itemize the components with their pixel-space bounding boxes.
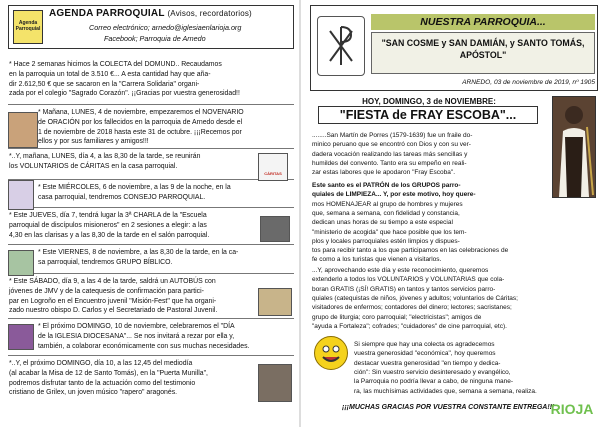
agenda-separator [8, 104, 294, 105]
talk-image [260, 216, 290, 242]
caritas-logo [258, 153, 288, 181]
right-paragraph-line: "ministerio de acogida" que hace posible que los tem- [312, 228, 467, 236]
agenda-item-line: zada por el colegio "Sagrado Corazón". ¡¡Gracias por vuestra generosidad!! [9, 90, 240, 98]
agenda-item-line: * Este JUEVES, día 7, tendrá lugar la 3ª CHARLA de la "Escuela [9, 212, 207, 219]
agenda-item-line: 1 de noviembre de 2018 hasta este 31 de octubre. ¡¡¡Recemos por [38, 128, 242, 136]
agenda-item-line: *..Y, mañana, LUNES, día 4, a las 8,30 de la tarde, se reunirán [9, 153, 201, 160]
parish-banner: NUESTRA PARROQUIA... [371, 14, 595, 30]
agenda-separator [8, 318, 294, 319]
agenda-title-sub: (Avisos, recordatorios) [167, 9, 252, 18]
caritas-label: CÁRITAS [264, 171, 282, 176]
right-paragraph-line: boran GRATIS (¡SÍ! GRATIS) en tantos y tantos servicios parro- [312, 285, 496, 293]
rioja-mascot: RIOJA [550, 401, 594, 417]
agenda-separator [8, 355, 294, 356]
chi-rho-symbol [318, 17, 364, 75]
agenda-item-line: * Este MIÉRCOLES, 6 de noviembre, a las 9 de la noche, en la [38, 184, 231, 191]
right-paragraph-line: destacar vuestra generosidad "en tiempo y dedica- [354, 359, 501, 367]
agenda-item-line: ellos y por sus familiares y amigos!!! [38, 138, 149, 146]
agenda-item-line: dir 2.612,50 € que se sacaron en la "Carrera Solidaria" organi- [9, 80, 200, 88]
feast-title: "FIESTA de FRAY ESCOBA"... [318, 106, 538, 124]
agenda-item-line: jóvenes de JMV y de la catequesis de confirmación para partici- [9, 287, 204, 295]
right-paragraph-line: grupo de liturgia; coro parroquial; "electricistas"; amigos de [312, 313, 482, 321]
right-paragraph-line: vuestra generosidad "económica", hoy queremos [354, 350, 496, 358]
agenda-item-line: los VOLUNTARIOS de CÁRITAS en la casa parroquial. [9, 162, 178, 170]
agenda-item-line: 4,30 en las clarisas y a las 8,30 de la tarde en el salón parroquial. [9, 231, 210, 239]
agenda-item-line: (al acabar la Misa de 12 de Santo Tomás), en la "Puerta Munilla", [9, 369, 208, 377]
agenda-item-line: *..Y, el próximo DOMINGO, día 10, a las 12,45 del mediodía [9, 360, 193, 367]
agenda-item-line: * Este SÁBADO, día 9, a las 4 de la tarde, saldrá un AUTOBÚS con [9, 278, 216, 285]
right-paragraph-line: Si siempre que hay una colecta os agradecemos [354, 341, 495, 348]
right-paragraph-line: tos para recibir tanto a los que participamos en las celebraciones de [312, 247, 509, 255]
smiley-icon [314, 336, 348, 370]
agenda-item-line: en la parroquia un total de 3.510 €... A esta cantidad hay que aña- [9, 70, 211, 78]
right-paragraph-line: que, semana a semana, con fidelidad y constancia, [312, 209, 460, 217]
agenda-title-main: AGENDA PARROQUIAL [49, 8, 165, 19]
agenda-item-line: cristiano de Grilex, un joven músico "rapero" aragonés. [9, 389, 178, 397]
agenda-facebook: Facebook; Parroquia de Arnedo [104, 34, 206, 43]
right-paragraph-line: extenderlo a todos los VOLUNTARIOS y VOLUNTARIAS que cola- [312, 276, 505, 284]
parish-saints: "SAN COSME y SAN DAMIÁN, y SANTO TOMÁS, APÓSTOL" [371, 32, 595, 74]
right-paragraph-line: visitadores de enfermos; contadores del dinero; lectores; sacristanes; [312, 304, 512, 312]
right-paragraph-line: mos HOMENAJEAR al grupo de hombres y mujeres [312, 200, 463, 208]
agenda-email: Correo electrónico; arnedo@iglesiaenlarioja.org [89, 23, 242, 32]
page-divider [299, 0, 301, 427]
agenda-item-line: de la IGLESIA DIOCESANA"... Se nos invitará a rezar por ella y, [38, 332, 235, 340]
council-image [8, 180, 34, 210]
candle-image [8, 112, 38, 148]
agenda-item-line: casa parroquial, tendremos CONSEJO PARROQUIAL. [38, 193, 206, 201]
right-paragraph-line: plos y locales parroquiales estén limpios y dispues- [312, 237, 460, 245]
agenda-logo: Agenda Parroquial [13, 10, 43, 44]
agenda-item-line: * Este VIERNES, 8 de noviembre, a las 8,30 de la tarde, en la ca- [38, 249, 239, 256]
right-paragraph-line: "ayuda a Fortaleza"; cofrades; "cuidadores" de cine parroquial, etc). [312, 322, 507, 330]
fray-escoba-image [552, 96, 596, 198]
agenda-item-line: * El próximo DOMINGO, 10 de noviembre, celebraremos el "DÍA [38, 323, 235, 330]
agenda-item-line: * Mañana, LUNES, 4 de noviembre, empezaremos el NOVENARIO [38, 109, 244, 116]
friar-figure [553, 97, 595, 197]
agenda-item-line: * Hace 2 semanas hicimos la COLECTA del DOMUND.. Recaudamos [9, 61, 222, 68]
right-paragraph-line: ra, las muchísimas actividades que, semana a semana, realiza. [354, 387, 537, 395]
agenda-separator [8, 207, 294, 208]
agenda-title [49, 8, 252, 19]
agenda-item-line: parroquial de discípulos misioneros" en 2 sesiones a elegir: a las [9, 221, 207, 229]
parish-date: ARNEDO, 03 de noviembre de 2019, nº 1905 [462, 79, 595, 86]
right-paragraph-line: quiales (catequistas de niños, jóvenes y adultos; voluntarios de Cáritas; [312, 294, 518, 302]
right-paragraph-line: fe como a los turistas que vienen a visitarlos. [312, 256, 442, 264]
right-paragraph-line: quiales de LIMPIEZA... Y, por este motivo, hoy quere- [312, 191, 476, 199]
parish-header [310, 5, 598, 91]
agenda-separator [8, 148, 294, 149]
right-paragraph-line: ...Y, aprovechando este día y este reconocimiento, queremos [312, 267, 489, 274]
agenda-item-line: zado nuestro obispo D. Carlos y el Secretariado de Pastoral Juvenil. [9, 307, 218, 315]
thanks-footer: ¡¡¡MUCHAS GRACIAS POR VUESTRA CONSTANTE ENTREGA!!! [342, 404, 555, 411]
right-paragraph-line: ........San Martín de Porres (1579-1639) fue un fraile do- [312, 132, 473, 139]
agenda-item-line: sa parroquial, tendremos GRUPO BÍBLICO. [38, 258, 173, 266]
agenda-separator [8, 244, 294, 245]
right-paragraph-line: Este santo es el PATRÓN de los GRUPOS parro- [312, 182, 461, 189]
agenda-header [8, 5, 294, 49]
today-heading: HOY, DOMINGO, 3 de NOVIEMBRE: [362, 97, 496, 106]
bus-image [258, 288, 292, 316]
right-paragraph-line: minico peruano que se encontró con Dios y con su ver- [312, 141, 471, 149]
right-paragraph-line: la Parroquia no podría llevar a cabo, de ninguna mane- [354, 378, 513, 386]
right-paragraph-line: ción": Sin vuestro servicio desinteresado y evangélico, [354, 368, 511, 376]
rapper-image [258, 364, 292, 402]
smiley-face [315, 337, 347, 369]
agenda-item-line: par en Logroño en el Encuentro juvenil "Misión-Fest" que ha organi- [9, 297, 217, 305]
right-paragraph-line: zar estas labores que le apodaron "Fray Escoba". [312, 169, 455, 177]
agenda-item-line: también, a colaborar económicamente con sus muchas necesidades. [38, 342, 250, 350]
right-paragraph-line: humildes del convento. Tanto era su empeño en reali- [312, 159, 467, 167]
right-page [302, 0, 600, 427]
chi-rho-icon [317, 16, 365, 76]
right-paragraph-line: dedican unas horas de su tiempo a este especial [312, 219, 453, 227]
agenda-item-line: podremos disfrutar tanto de la actuación como del testimonio [9, 379, 196, 387]
bible-image [8, 250, 34, 276]
diocese-image [8, 324, 34, 350]
agenda-separator [8, 179, 294, 180]
agenda-separator [8, 273, 294, 274]
agenda-item-line: de ORACIÓN por los fallecidos en la parroquia de Arnedo desde el [38, 118, 243, 126]
right-paragraph-line: dadera vocación realizando las tareas más sencillas y [312, 150, 468, 158]
